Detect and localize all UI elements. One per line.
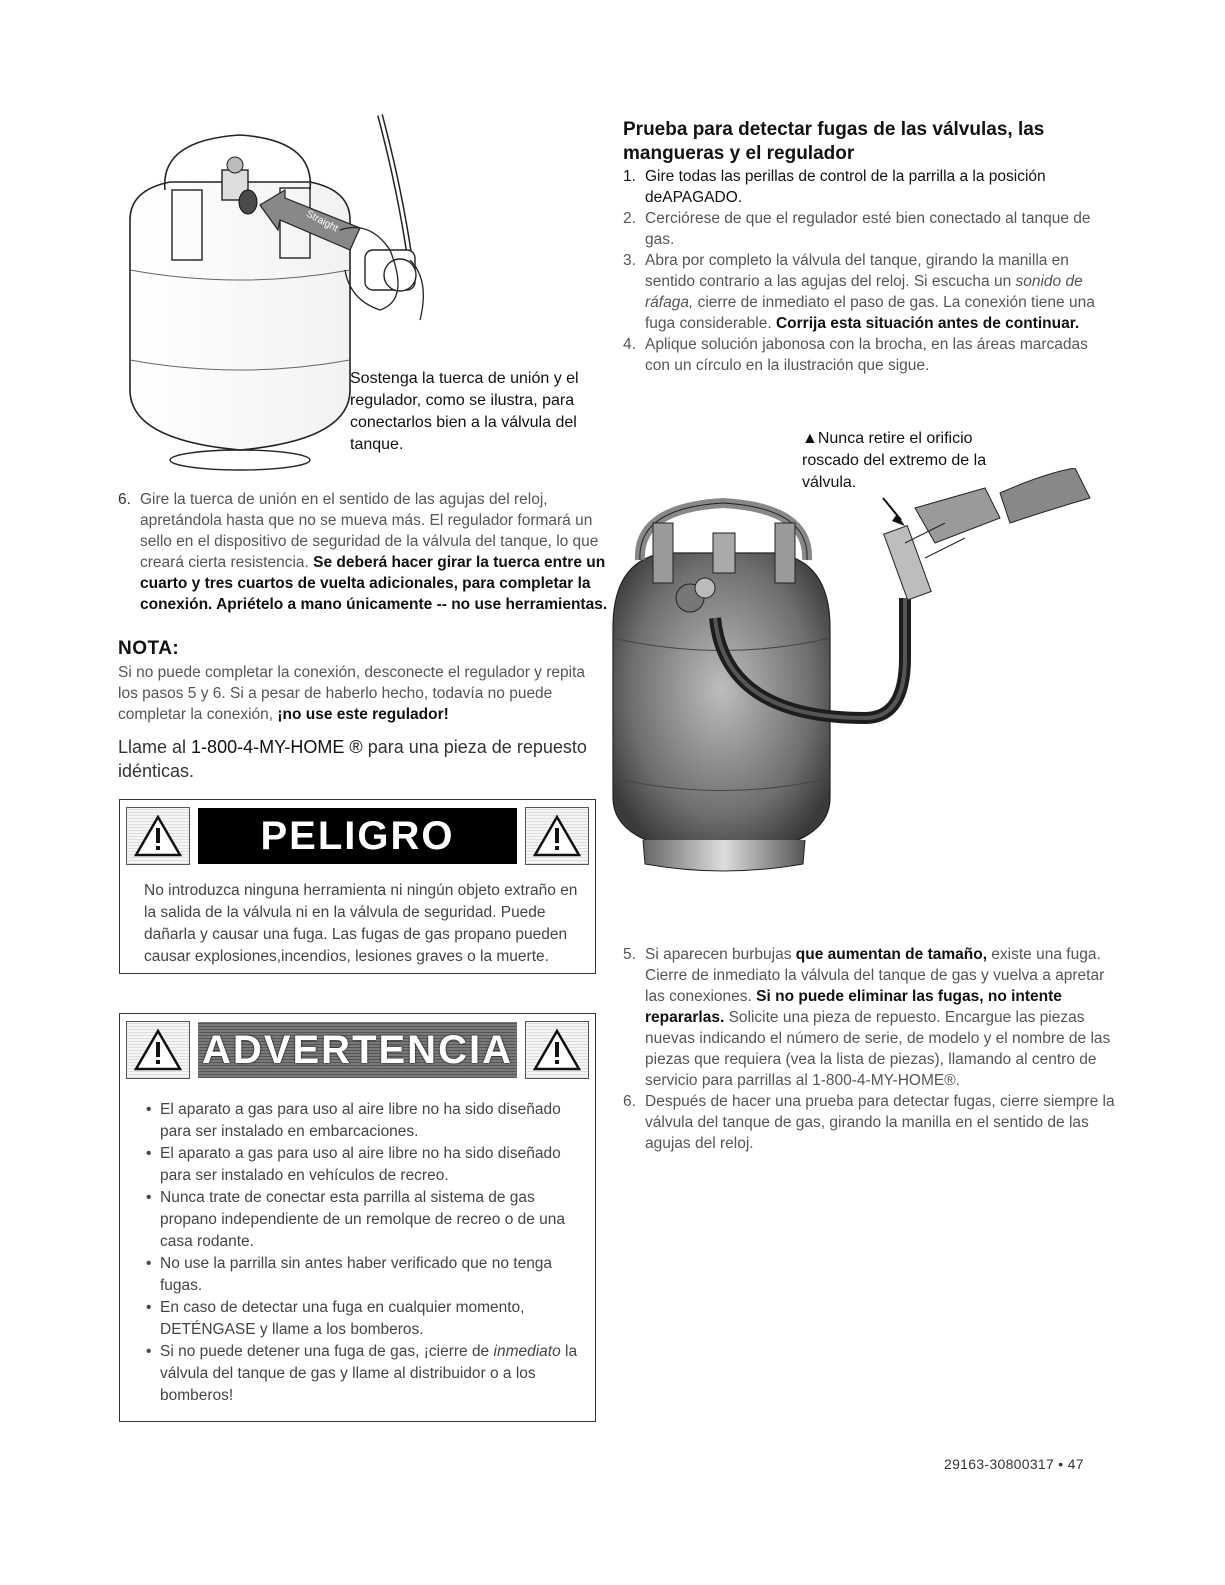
warning-triangle-icon bbox=[126, 1021, 190, 1079]
bullet: • bbox=[146, 1101, 152, 1118]
step-text: Gire todas las perillas de control de la parrilla a la posición deAPAGADO. bbox=[645, 168, 1046, 206]
list-item bbox=[144, 1253, 585, 1297]
warning-triangle-icon bbox=[525, 1021, 589, 1079]
step-number: 6. bbox=[118, 491, 131, 508]
step-4 bbox=[623, 334, 1113, 376]
peligro-text: No introduzca ninguna herramienta ni ningún objeto extraño en la salida de la válvula ni en la válvula de seguridad. Puede dañarla y causar una fuga. Las fugas de gas propano pueden causar explosiones,incendios, lesiones graves o la muerte. bbox=[144, 882, 578, 965]
call-text-b: para una pieza de repuesto idénticas. bbox=[118, 737, 587, 781]
step-2 bbox=[623, 208, 1113, 250]
step-5 bbox=[623, 944, 1118, 1091]
call-text-a: Llame al bbox=[118, 737, 192, 757]
step-text: Después de hacer una prueba para detectar fugas, cierre siempre la válvula del tanque de gas, girando la manilla en el sentido de las agujas del reloj. bbox=[645, 1093, 1115, 1152]
step-number: 5. bbox=[623, 946, 636, 963]
peligro-title: PELIGRO bbox=[198, 808, 517, 864]
step-6 bbox=[623, 1091, 1118, 1154]
step-text-bold: Corrija esta situación antes de continuar. bbox=[775, 315, 1080, 332]
left-step-6 bbox=[118, 489, 618, 615]
list-item-text: En caso de detectar una fuga en cualquier momento, DETÉNGASE y llame a los bomberos. bbox=[160, 1299, 525, 1338]
step-text: Abra por completo la válvula del tanque, girando la manilla en sentido contrario a las agujas del reloj. Si escucha un bbox=[645, 252, 1069, 290]
step-number: 1. bbox=[623, 168, 636, 185]
leak-test-steps bbox=[623, 166, 1113, 376]
advertencia-header bbox=[126, 1020, 589, 1080]
call-line bbox=[118, 735, 596, 783]
advertencia-list bbox=[144, 1099, 585, 1407]
bullet: • bbox=[146, 1255, 152, 1272]
list-item-italic: inmediato bbox=[493, 1343, 561, 1360]
list-item-text: la válvula del tanque de gas y llame al distribuidor o a los bomberos! bbox=[160, 1343, 578, 1404]
advertencia-title: ADVERTENCIA bbox=[198, 1022, 517, 1078]
nota-text-bold: ¡no use este regulador! bbox=[277, 706, 449, 723]
illustration-caption: Sostenga la tuerca de unión y el regulador, como se ilustra, para conectarlos bien a la válvula del tanque. bbox=[350, 370, 579, 453]
step-text-bold: Se deberá hacer girar la tuerca entre un cuarto y tres cuartos de vuelta adicionales, para completar la conexión. Apriételo a mano únicamente -- no use herramientas. bbox=[140, 554, 608, 613]
list-item-text: Nunca trate de conectar esta parrilla al sistema de gas propano independiente de un remolque de recreo o de una casa rodante. bbox=[160, 1189, 566, 1250]
step-1 bbox=[623, 166, 1113, 208]
list-item-text: No use la parrilla sin antes haber verificado que no tenga fugas. bbox=[160, 1255, 553, 1294]
peligro-warning-box bbox=[119, 799, 596, 974]
bullet: • bbox=[146, 1299, 152, 1316]
step-text-italic: sonido de ráfaga, bbox=[645, 273, 1083, 311]
nota-heading: NOTA: bbox=[118, 638, 180, 659]
step-text-bold: Si no puede eliminar las fugas, no intente repararlas. bbox=[645, 988, 1062, 1026]
leak-test-steps-continued bbox=[623, 944, 1118, 1154]
page-number: 29163-30800317 • 47 bbox=[944, 1456, 1084, 1472]
list-item-text: El aparato a gas para uso al aire libre no ha sido diseñado para ser instalado en vehículos de recreo. bbox=[160, 1145, 561, 1184]
peligro-header bbox=[126, 806, 589, 866]
step-text-bold: que aumentan de tamaño, bbox=[795, 946, 987, 963]
warning-triangle-icon bbox=[525, 807, 589, 865]
step-number: 4. bbox=[623, 336, 636, 353]
nota-text-a: Si no puede completar la conexión, desconecte el regulador y repita los pasos 5 y 6. Si a pesar de haberlo hecho, todavía no puede completar la conexión, bbox=[118, 664, 586, 723]
step-number: 6. bbox=[623, 1093, 636, 1110]
warning-triangle-icon bbox=[126, 807, 190, 865]
tank-leak-test-illustration bbox=[605, 468, 1105, 878]
step-number: 3. bbox=[623, 252, 636, 269]
section-heading: Prueba para detectar fugas de las válvulas, las mangueras y el regulador bbox=[623, 119, 1045, 164]
step-text: Si aparecen burbujas bbox=[645, 946, 796, 963]
step-text: existe una fuga. Cierre de inmediato la válvula del tanque de gas y vuelva a apretar las conexiones. bbox=[645, 946, 1105, 1005]
valve-note: ▲Nunca retire el orificio roscado del extremo de la válvula. bbox=[802, 430, 987, 491]
bullet: • bbox=[146, 1189, 152, 1206]
nota-text bbox=[118, 662, 596, 725]
step-3 bbox=[623, 250, 1113, 334]
bullet: • bbox=[146, 1343, 152, 1360]
step-text: Gire la tuerca de unión en el sentido de las agujas del reloj, apretándola hasta que no se mueva más. El regulador formará un sello en el dispositivo de seguridad de la válvula del tanque, lo que creará cierta resistencia. bbox=[140, 491, 599, 571]
advertencia-warning-box bbox=[119, 1013, 596, 1422]
step-text: Solicite una pieza de repuesto. Encargue las piezas nuevas indicando el número de serie, de modelo y el nombre de las piezas que requiera (vea la lista de piezas), llamando al centro de servicio para parrillas al 1-800-4-MY-HOME®. bbox=[645, 1009, 1111, 1089]
arrow-label: Straight bbox=[304, 208, 340, 235]
step-text: cierre de inmediato el paso de gas. La conexión tiene una fuga considerable. bbox=[645, 294, 1095, 332]
list-item bbox=[144, 1341, 585, 1407]
list-item bbox=[144, 1143, 585, 1187]
list-item bbox=[144, 1187, 585, 1253]
list-item bbox=[144, 1099, 585, 1143]
call-phone: 1-800-4-MY-HOME ® bbox=[191, 737, 363, 757]
step-text: Cerciórese de que el regulador esté bien conectado al tanque de gas. bbox=[645, 210, 1091, 248]
list-item-text: Si no puede detener una fuga de gas, ¡cierre de bbox=[160, 1343, 494, 1360]
list-item bbox=[144, 1297, 585, 1341]
bullet: • bbox=[146, 1145, 152, 1162]
step-number: 2. bbox=[623, 210, 636, 227]
step-text: Aplique solución jabonosa con la brocha, en las áreas marcadas con un círculo en la ilustración que sigue. bbox=[645, 336, 1088, 374]
list-item-text: El aparato a gas para uso al aire libre no ha sido diseñado para ser instalado en embarcaciones. bbox=[160, 1101, 561, 1140]
